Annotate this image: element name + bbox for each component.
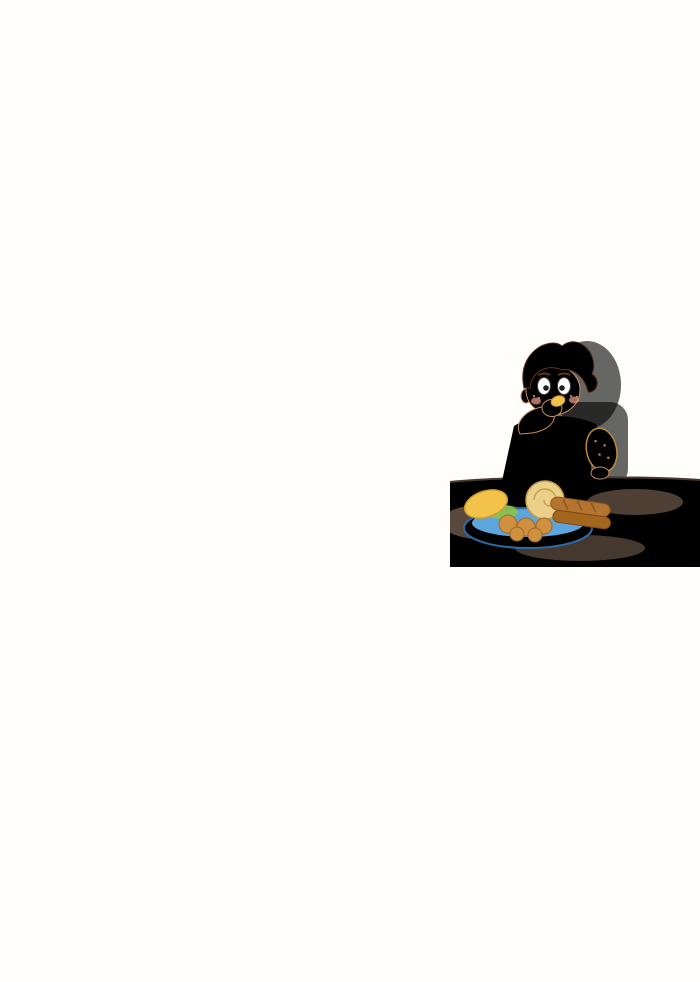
- example-row: [15, 275, 687, 306]
- page-binding-edge: [0, 0, 3, 982]
- example-answer-row: [88, 306, 687, 336]
- exercise-3: [15, 266, 687, 336]
- exercise-4: [15, 586, 687, 599]
- answer-blank: [89, 275, 209, 287]
- example-sentence: [85, 275, 211, 291]
- exercise-2: [15, 50, 687, 66]
